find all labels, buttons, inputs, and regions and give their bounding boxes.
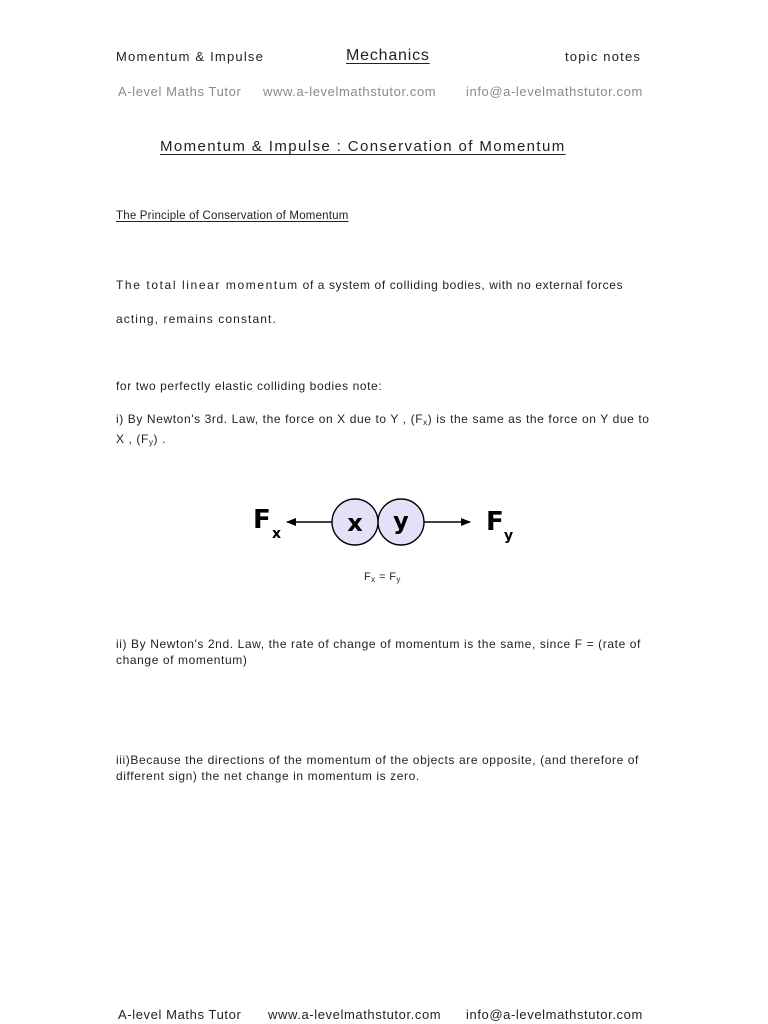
right-force-subscript: y [504, 528, 514, 544]
footer-tutor: A-level Maths Tutor [118, 1007, 242, 1022]
caption-equals: = F [375, 571, 397, 583]
principle-line-2: acting, remains constant. [116, 312, 277, 326]
right-force-label: F [486, 507, 504, 537]
point-one-text-c: ) . [153, 432, 167, 446]
subheader-email-link[interactable]: info@a-levelmathstutor.com [466, 84, 643, 99]
point-one-text-a: i) By Newton's 3rd. Law, the force on X due to Y , (F [116, 412, 424, 426]
principle-line-1 [116, 277, 656, 293]
note-intro: for two perfectly elastic colliding bodies note: [116, 379, 383, 393]
principle-rest: of a system of colliding bodies, with no external forces [298, 278, 624, 292]
subheader-website-link[interactable]: www.a-levelmathstutor.com [263, 84, 437, 99]
footer-email-link[interactable]: info@a-levelmathstutor.com [466, 1007, 643, 1022]
point-two: ii) By Newton's 2nd. Law, the rate of change of momentum is the same, since F = (rate of change of momentum) [116, 637, 641, 667]
point-one-sub-x: x [423, 418, 428, 427]
caption-f-x: F [364, 571, 372, 583]
header-label: topic notes [565, 49, 642, 64]
page-title: Momentum & Impulse : Conservation of Momentum [160, 138, 566, 155]
point-one-sub-y: y [148, 438, 154, 447]
header-topic: Momentum & Impulse [116, 49, 265, 64]
body-y-label: y [393, 507, 409, 535]
principle-emphasis: The total linear momentum [116, 278, 299, 292]
point-three: iii)Because the directions of the momentum of the objects are opposite, (and therefore of different sign) the net change in momentum is zero. [116, 753, 639, 783]
header-subject: Mechanics [346, 47, 430, 64]
footer-website-link[interactable]: www.a-levelmathstutor.com [268, 1007, 442, 1022]
left-force-label: F [253, 505, 271, 535]
caption-sub-y: y [396, 575, 401, 584]
left-force-subscript: x [272, 526, 282, 542]
body-x-label: x [347, 509, 363, 537]
diagram-caption [364, 571, 401, 584]
subheader-tutor: A-level Maths Tutor [118, 84, 242, 99]
collision-diagram [240, 490, 540, 560]
point-one-text-b: ) is the same as the force on Y due to X , (F [116, 412, 650, 446]
caption-sub-x: x [371, 575, 376, 584]
point-one [116, 411, 656, 451]
section-heading: The Principle of Conservation of Momentum [116, 210, 349, 222]
